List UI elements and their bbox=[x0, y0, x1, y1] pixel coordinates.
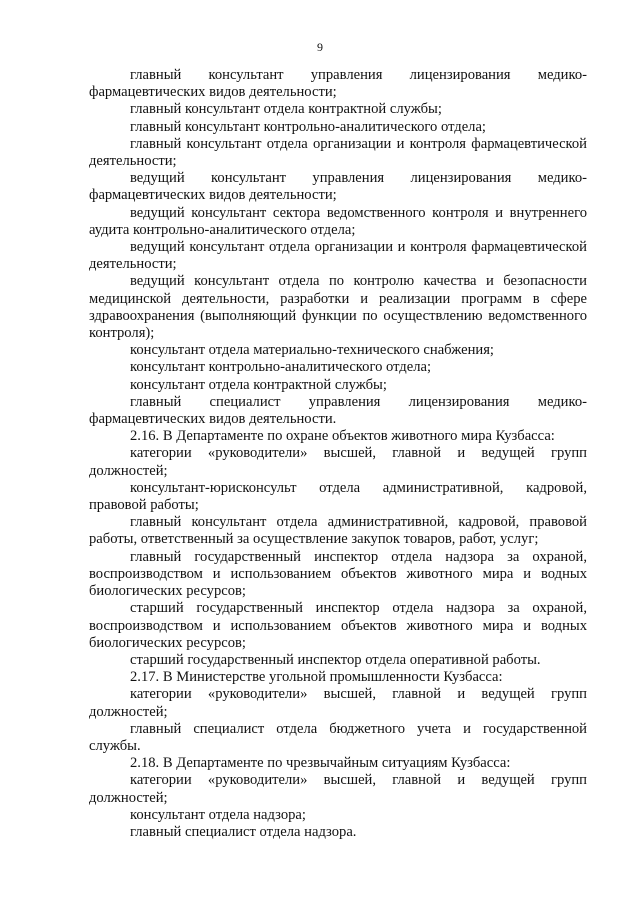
paragraph: главный консультант управления лицензирования медико-фармацевтических видов деятельности; bbox=[89, 67, 587, 101]
paragraph: главный специалист отдела надзора. bbox=[130, 823, 357, 840]
paragraph: главный консультант отдела административной, кадровой, правовой работы, ответственный за осуществление закупок товаров, работ, услуг; bbox=[89, 514, 587, 548]
paragraph: категории «руководители» высшей, главной и ведущей групп должностей; bbox=[89, 772, 587, 806]
section-heading-2-16: 2.16. В Департаменте по охране объектов животного мира Кузбасса: bbox=[130, 428, 555, 445]
paragraph: консультант-юрисконсульт отдела административной, кадровой, правовой работы; bbox=[89, 479, 587, 514]
paragraph: категории «руководители» высшей, главной и ведущей групп должностей; bbox=[89, 686, 587, 720]
paragraph: консультант отдела контрактной службы; bbox=[130, 376, 387, 393]
paragraph: главный специалист управления лицензирования медико-фармацевтических видов деятельности. bbox=[89, 393, 587, 428]
paragraph: ведущий консультант сектора ведомственного контроля и внутреннего аудита контрольно-аналитического отдела; bbox=[89, 204, 587, 238]
paragraph: категории «руководители» высшей, главной и ведущей групп должностей; bbox=[89, 445, 587, 479]
paragraph: консультант отдела надзора; bbox=[130, 806, 306, 823]
document-body bbox=[89, 67, 587, 841]
paragraph: ведущий консультант управления лицензирования медико-фармацевтических видов деятельности; bbox=[89, 170, 587, 204]
paragraph: ведущий консультант отдела организации и контроля фармацевтической деятельности; bbox=[89, 239, 587, 273]
paragraph: старший государственный инспектор отдела надзора за охраной, воспроизводством и использованием объектов животного мира и водных биологических ресурсов; bbox=[89, 600, 587, 651]
section-heading-2-18: 2.18. В Департаменте по чрезвычайным ситуациям Кузбасса: bbox=[130, 755, 511, 772]
paragraph: главный государственный инспектор отдела надзора за охраной, воспроизводством и использованием объектов животного мира и водных биологических ресурсов; bbox=[89, 548, 587, 600]
paragraph: ведущий консультант отдела по контролю качества и безопасности медицинской деятельности, разработки и реализации программ в сфере здравоохранения (выполняющий функции по осуществлению ведомственного контроля); bbox=[89, 273, 587, 342]
paragraph: консультант контрольно-аналитического отдела; bbox=[130, 359, 432, 376]
paragraph: главный консультант отдела организации и контроля фармацевтической деятельности; bbox=[89, 135, 587, 170]
section-heading-2-17: 2.17. В Министерстве угольной промышленности Кузбасса: bbox=[130, 669, 503, 686]
paragraph: консультант отдела материально-технического снабжения; bbox=[130, 342, 494, 359]
paragraph: старший государственный инспектор отдела оперативной работы. bbox=[130, 651, 541, 668]
paragraph: главный консультант отдела контрактной службы; bbox=[130, 101, 442, 118]
paragraph: главный консультант контрольно-аналитического отдела; bbox=[130, 118, 486, 135]
page-number: 9 bbox=[317, 40, 323, 54]
paragraph: главный специалист отдела бюджетного учета и государственной службы. bbox=[89, 720, 587, 754]
